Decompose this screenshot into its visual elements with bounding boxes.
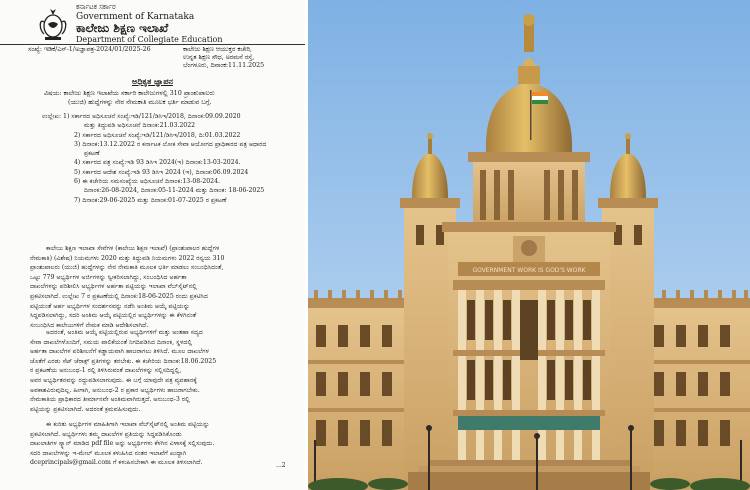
paragraph-line: ಸಂಬಂಧಿಸಿದ ಕಾಲೇಜುಗಳಿಗೆ ನೇಮಕ ಮಾಡಿ ಆದೇಶಿಸಲಾಗಿದೆ. — [30, 321, 149, 329]
office-address-line: ಬೆಂಗಳೂರು, ದಿನಾಂಕ:11.11.2025 — [183, 62, 265, 69]
paragraph-line: ಪ್ರಾಂಶುಪಾಲರು (ಯುಜಿ) ಹುದ್ದೆಗಳನ್ನು ನೇರ ನೇಮಕಾತಿ ಮೂಲಕ ಭರ್ತಿ ಮಾಡಲು ಸಂಬಂಧಿಸಿದಂತೆ, — [30, 264, 224, 272]
government-kannada: ಕರ್ನಾಟಕ ಸರ್ಕಾರ — [76, 3, 116, 11]
central-facade — [442, 222, 616, 490]
reference-line: 6) ಈ ಕಚೇರಿಯ ಸಮಸಂಖ್ಯೆಯ ಅಧಿಸೂಚನೆ ದಿನಾಂಕ:13-08-2024. — [74, 178, 221, 186]
building-illustration — [308, 0, 750, 490]
paragraph-line: ಜೊತೆಗೆ ಎರಡು ಸೆಟ್ ಜೆರಾಕ್ಸ್ ಪ್ರತಿಗಳನ್ನು ತರಬೇಕು. ಈ ಕಚೇರಿಯ ದಿನಾಂಕ:18.06.2025 — [30, 357, 217, 365]
paragraph-line: ಅರ್ಹತಾ ದಾಖಲೆಗಳ ಪರಿಶೀಲನೆಗೆ ಕಡ್ಡಾಯವಾಗಿ ಹಾಜರಾಗಲು ತಿಳಿಸಿದೆ. ಮೂಲ ದಾಖಲೆಗಳ — [30, 348, 209, 356]
department-name — [76, 2, 222, 45]
page-number: ...2 — [276, 462, 286, 469]
paragraph-line: ಅವಕಾಶವಿರುವುದಿಲ್ಲ. ಹೀಗಾಗಿ, ಅನುಬಂಧ-2 ರ ಪ್ರಕಾರ ಅಭ್ಯರ್ಥಿಗಳು ಹಾಜರಾಗಬೇಕು. — [30, 386, 200, 394]
subject-line: (ಯುಜಿ) ಹುದ್ದೆಗಳನ್ನು ನೇರ ನೇಮಕಾತಿ ಮೂಲಕ ಭರ್ತಿ ಮಾಡುವ ಬಗ್ಗೆ. — [68, 97, 212, 106]
department-kannada: ಕಾಲೇಜು ಶಿಕ್ಷಣ ಇಲಾಖೆ — [76, 21, 169, 35]
paragraph-line: ಪ್ರಕಟಿಸಲಾಗಿದೆ. ಉಲ್ಲೇಖ 7 ರ ಪ್ರಕಟಣೆಯಲ್ಲಿ ದಿನಾಂಕ:18-06-2025 ರಂದು ಪ್ರಕಟಿಸಿದ — [30, 292, 209, 300]
body-paragraph-3 — [30, 420, 292, 468]
paragraph-line: ಸೇವಾ ದಾಖಲೆಗಳೊಂದಿಗೆ, ಸಮಯ ಪಾಲಿಕೆಯಂತೆ ನಿಗದಿಪಡಿಸಿದ ದಿನಾಂಕ, ಸ್ಥಳದಲ್ಲಿ — [30, 338, 193, 346]
government-english: Government of Karnataka — [76, 12, 195, 22]
front-steps — [408, 460, 650, 490]
paragraph-line: ರ ಪ್ರಕಟಣೆಯ ಅನುಬಂಧ-1 ರಲ್ಲಿ ತಿಳಿಸಿರುವಂತೆ ದಾಖಲೆಗಳನ್ನು ಸಲ್ಲಿಸದಿದ್ದಲ್ಲಿ, — [30, 367, 182, 375]
paragraph-line: ಪ್ರಕಟಿಸಲಾಗಿದೆ. ಅಭ್ಯರ್ಥಿಗಳು ತಮ್ಮ ದಾಖಲೆಗಳ ಪ್ರತಿಯನ್ನು ಸಿದ್ಧಪಡಿಸಿಕೊಂಡು — [30, 430, 182, 438]
government-document — [0, 0, 305, 490]
paragraph-line: ಪಟ್ಟಿಯನ್ನು ಪ್ರಕಟಿಸಲಾಗಿದೆ. ಅದರಂತೆ ಕ್ರಮವಹಿಸುವುದು. — [30, 405, 141, 413]
paragraph-line: ಅದರಂತೆ, ಅಂತಿಮ ಆಯ್ಕೆ ಪಟ್ಟಿಯಲ್ಲಿರುವ ಅಭ್ಯರ್ಥಿಗಳಿಗೆ ಮತ್ತು ಅಂತಹಾ ಸದ್ಯದ — [46, 329, 203, 336]
paragraph-line: ಕಾಲೇಜು ಶಿಕ್ಷಣ ಇಲಾಖಾ ಸೇವೆಗಳ (ಕಾಲೇಜು ಶಿಕ್ಷಣ ಇಲಾಖೆ) (ಪ್ರಾಂಶುಪಾಲರ ಹುದ್ದೆಗಳ — [46, 245, 220, 252]
reference-line: 7) ದಿನಾಂಕ:29-06-2025 ಮತ್ತು ದಿನಾಂಕ:01-07-2025 ರ ಪ್ರಕಟಣೆ — [74, 196, 227, 204]
document-header — [0, 0, 305, 44]
reference-line: ಮತ್ತು ತಿದ್ದುಪಡಿ ಅಧಿಸೂಚನೆ ದಿನಾಂಕ:21.03.2022 — [84, 122, 196, 130]
paragraph-line: ನೇಮಕಾತಿ) (ವಿಶೇಷ) ನಿಯಮಗಳು 2020 ಮತ್ತು ತಿದ್ದುಪಡಿ ನಿಯಮಗಳು 2022 ರನ್ವಯ 310 — [30, 254, 225, 262]
office-address-line: ಕಾಲೇಜು ಶಿಕ್ಷಣ ಆಯುಕ್ತರ ಕಚೇರಿ, — [183, 46, 252, 53]
department-english: Department of Collegiate Education — [76, 35, 223, 44]
paragraph-line: ಈ ಕುರಿತು ಅಭ್ಯರ್ಥಿಗಳ ಮಾಹಿತಿಗಾಗಿ ಇಲಾಖಾ ವೆಬ್‌ಸೈಟ್‌ನಲ್ಲಿ ಅಂತಿಮ ಪಟ್ಟಿಯನ್ನು — [46, 421, 210, 428]
body-paragraph-1 — [30, 244, 292, 330]
reference-line: ಪ್ರಕಟಣೆ — [84, 150, 100, 158]
vidhana-soudha-photo — [308, 0, 750, 490]
paragraph-line: ದಾಖಲೆಗಳನ್ನು ಪರಿಶೀಲಿಸಿ ಅಭ್ಯರ್ಥಿಗಳ ಅರ್ಹತಾ ಪಟ್ಟಿಯನ್ನು ಇಲಾಖಾ ವೆಬ್‌ಸೈಟ್‌ನಲ್ಲಿ — [30, 283, 197, 291]
order-number: ಸಂಖ್ಯೆ: ಇಡಿಕೆ/ಎಸ್-1/ಅಜ್ಞಾಪತ್ರ-2024/01/2025-26 — [28, 46, 151, 53]
reference-line: 4) ಸರ್ಕಾರದ ಪತ್ರ ಸಂಖ್ಯೆ:ಇಡಿ 93 ಡಿಸಿಇ 2024(ಇ) ದಿನಾಂಕ:13-03-2024. — [74, 159, 241, 167]
right-wing — [642, 290, 750, 490]
paragraph-line: ದಾಖಲಾತಿಗಳ ಸ್ಕ್ಯಾನ್ ಮಾಡಿದ pdf file ಅನ್ನು ಅಭ್ಯರ್ಥಿಗಳು ಕೆಳಗಿನ ವಿಳಾಸಕ್ಕೆ ಸಲ್ಲಿಸುವುದು. — [30, 440, 215, 448]
paragraph-line: ನೇಮಕಾತಿಯ ಪ್ರಾಧಿಕಾರದ ತೀರ್ಮಾನವೇ ಅಂತಿಮವಾಗಿರುತ್ತದೆ. ಅನುಬಂಧ-3 ರಲ್ಲಿ — [30, 396, 190, 404]
reference-line: ದಿನಾಂಕ:26-08-2024, ದಿನಾಂಕ:05-11-2024 ಮತ್ತು ದಿನಾಂಕ: 18-06-2025 — [84, 187, 265, 195]
paragraph-line: ಅವರ ಅಭ್ಯರ್ಥಿತನವನ್ನು ರದ್ದುಪಡಿಸಲಾಗುವುದು. ಈ ಬಗ್ಗೆ ಯಾವುದೇ ಪತ್ರ ವ್ಯವಹಾರಕ್ಕೆ — [30, 376, 197, 384]
subject-line: ವಿಷಯ: ಕಾಲೇಜು ಶಿಕ್ಷಣ ಇಲಾಖೆಯ ಸರ್ಕಾರಿ ಕಾಲೇಜುಗಳಲ್ಲಿ 310 ಪ್ರಾಂಶುಪಾಲರು — [44, 89, 215, 97]
karnataka-emblem-icon — [36, 6, 70, 42]
paragraph-line: ಪಟ್ಟಿಯಂತೆ ಅರ್ಹ ಅಭ್ಯರ್ಥಿಗಳ ಸಂದರ್ಶನವನ್ನು ನಡೆಸಿ ಅಂತಿಮ ಆಯ್ಕೆ ಪಟ್ಟಿಯನ್ನು — [30, 302, 190, 310]
reference-line: 5) ಸರ್ಕಾರದ ಆದೇಶ ಸಂಖ್ಯೆ:ಇಡಿ 93 ಡಿಸಿಇ 2024 (ಇ), ದಿನಾಂಕ:06.09.2024 — [74, 168, 249, 176]
reference-line: 2) ಸರ್ಕಾರದ ಅಧಿಸೂಚನೆ ಸಂಖ್ಯೆ:ಇಡಿ/121/ಡಿಸಿಇ/2018, ದಿ:01.03.2022 — [74, 131, 241, 139]
document-title: ಅಧಿಕೃತ ಜ್ಞಾಪನ — [132, 76, 173, 86]
reference-line: ಉಲ್ಲೇಖ: 1) ಸರ್ಕಾರದ ಅಧಿಸೂಚನೆ ಸಂಖ್ಯೆ:ಇಡಿ/121/ಡಿಸಿಇ/2018, ದಿನಾಂಕ:09.09.2020 — [42, 113, 241, 120]
facade-inscription: GOVERNMENT WORK IS GOD'S WORK — [472, 267, 586, 274]
office-address-line: ಉನ್ನತ ಶಿಕ್ಷಣ ಸೌಧ, ಅರಮನೆ ರಸ್ತೆ, — [183, 54, 255, 61]
header-rule — [0, 44, 305, 45]
reference-line: 3) ದಿನಾಂಕ:13.12.2022 ರ ಕರ್ನಾಟಕ ಲೋಕ ಸೇವಾ ಆಯೋಗದ ಪ್ರಾಧಿಕಾರದ ಪತ್ರ ಆಧಾರದ — [74, 140, 267, 148]
paragraph-line: ಒಟ್ಟು 779 ಅಭ್ಯರ್ಥಿಗಳ ಅರ್ಜಿಗಳನ್ನು ಸ್ವೀಕರಿಸಲಾಗಿದ್ದು, ಸಂಬಂಧಿಸಿದ ಅರ್ಹತಾ — [30, 273, 187, 281]
body-paragraph-2 — [30, 328, 292, 414]
office-address — [183, 46, 301, 70]
left-wing — [308, 290, 416, 490]
contact-email: dceprincipals@gmail.com ಗೆ ಕಳುಹಿಸಬೇಕಾಗಿ ಈ ಮೂಲಕ ತಿಳಿಸಲಾಗಿದೆ. — [30, 459, 203, 467]
paragraph-line: ಸದರಿ ದಾಖಲೆಗಳನ್ನು ಇ-ಮೇಲ್ ಮೂಲಕ ಕಳುಹಿಸಿದ ನಂತರ ಇಲಾಖೆಗೆ ಖುದ್ದಾಗಿ — [30, 449, 187, 457]
reference-list — [44, 112, 294, 205]
document-subject — [44, 89, 294, 106]
paragraph-line: ಸಿದ್ಧಪಡಿಸಲಾಗಿದ್ದು, ಸದರಿ ಅಂತಿಮ ಆಯ್ಕೆ ಪಟ್ಟಿಯಲ್ಲಿನ ಅಭ್ಯರ್ಥಿಗಳನ್ನು ಈ ಕೆಳಗಿನಂತೆ — [30, 312, 197, 320]
